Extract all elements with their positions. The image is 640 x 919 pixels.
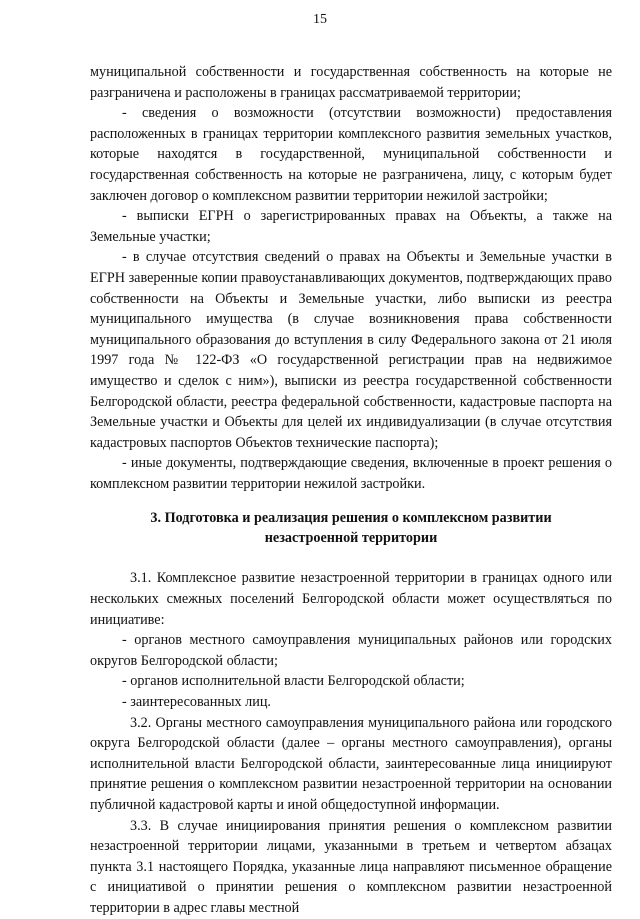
section-heading-line-2: незастроенной территории bbox=[264, 530, 438, 547]
list-item: - органов местного самоуправления муниципальных районов или городских округов Белгородской области; bbox=[90, 632, 612, 669]
list-item: - заинтересованных лиц. bbox=[122, 694, 271, 711]
section-heading-line-1: 3. Подготовка и реализация решения о комплексном развитии bbox=[150, 510, 552, 527]
clause-3-2: 3.2. Органы местного самоуправления муниципального района или городского округа Белгородской области (далее – органы местного самоуправления), органы исполнительной власти Белгородской области, заинтересованные лица инициируют принятие решения о комплексном развитии незастроенной территории на основании публичной кадастровой карты и иной общедоступной информации. bbox=[90, 714, 612, 813]
section-heading bbox=[90, 508, 612, 548]
paragraph-continuation: муниципальной собственности и государственная собственность на которые не разграничена и расположены в границах рассматриваемой территории; bbox=[90, 64, 612, 101]
paragraph-item: - в случае отсутствия сведений о правах на Объекты и Земельные участки в ЕГРН заверенные копии правоустанавливающих документов, подтверждающих право собственности на Объекты и Земельные участки, либо выписки из реестра муниципального имущества (в случае возникновения права собственности муниципального образования до вступления в силу Федерального закона от 21 июля 1997 года № 122-ФЗ «О государственной регистрации прав на недвижимое имущество и сделок с ним»), выписки из реестра государственной собственности Белгородской области, реестра федеральной собственности, кадастровые паспорта на Земельные участки и Объекты для целей их индивидуализации (в случае отсутствия кадастровых паспортов Объектов технические паспорта); bbox=[90, 249, 612, 451]
paragraph-item: - сведения о возможности (отсутствии возможности) предоставления расположенных в границах территории комплексного развития земельных участков, которые находятся в государственной, муниципальной собственности и государственная собственность на которые не разграничена, лицу, с которым будет заключен договор о комплексном развитии территории нежилой застройки; bbox=[90, 105, 612, 204]
document-body bbox=[90, 62, 612, 919]
page-number: 15 bbox=[313, 12, 327, 27]
paragraph-item: - выписки ЕГРН о зарегистрированных правах на Объекты, а также на Земельные участки; bbox=[90, 208, 612, 245]
clause-3-3: 3.3. В случае инициирования принятия решения о комплексном развитии незастроенной территории лицами, указанными в третьем и четвертом абзацах пункта 3.1 настоящего Порядка, указанные лица направляют письменное обращение с инициативой о принятии решения о комплексном развитии незастроенной территории в адрес главы местной bbox=[90, 817, 612, 916]
list-item: - органов исполнительной власти Белгородской области; bbox=[122, 673, 465, 690]
clause-3-1: 3.1. Комплексное развитие незастроенной территории в границах одного или нескольких смежных поселений Белгородской области может осуществляться по инициативе: bbox=[90, 570, 612, 628]
paragraph-item: - иные документы, подтверждающие сведения, включенные в проект решения о комплексном развитии территории нежилой застройки. bbox=[90, 455, 612, 492]
